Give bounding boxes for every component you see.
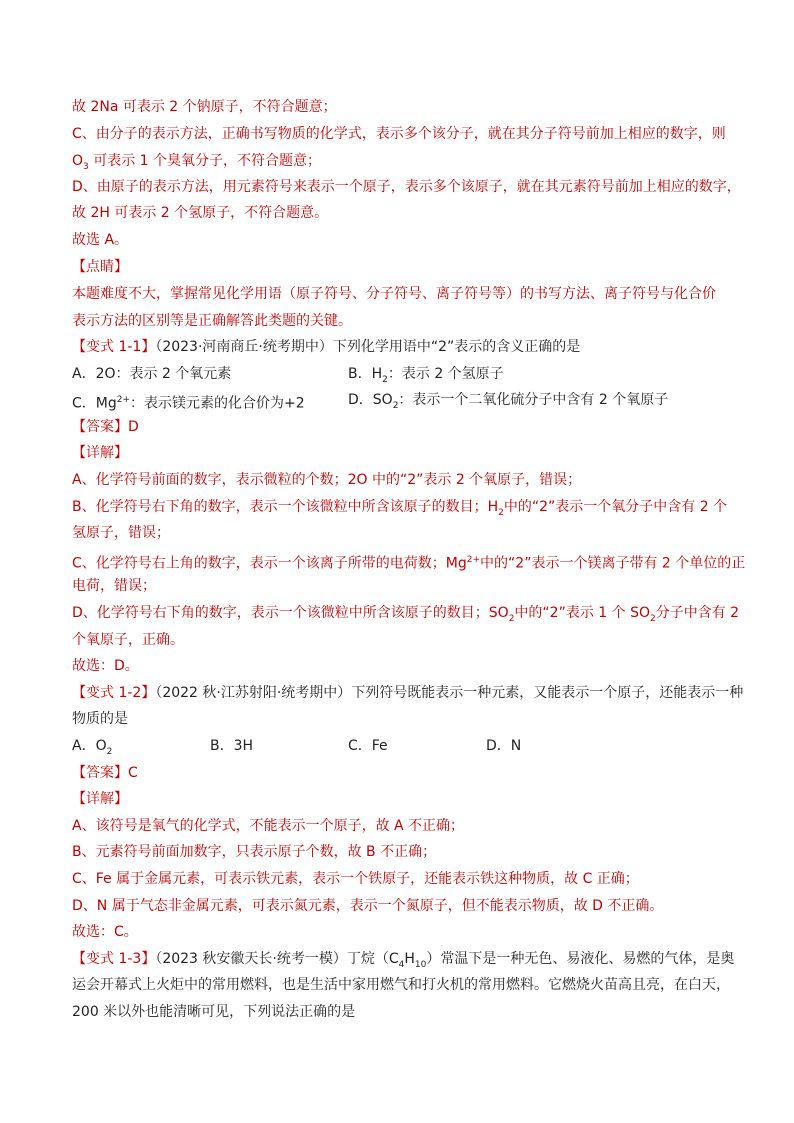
option-a: A．$O_2$: [72, 738, 113, 757]
text-line: 物质的是: [72, 711, 128, 727]
question-header-1-1: 【变式 1-1】（2023·河南商丘·统考期中）下列化学用语中“2”表示的含义正确的是: [72, 339, 581, 355]
answer-line: 【答案】D: [72, 419, 139, 435]
text-line: 个氧原子，正确。: [72, 632, 184, 648]
question-header-1-3: 【变式 1-3】（2023 秋安徽天长·统考一模）丁烷$(C_4H_{10})$常温下是一种无色、易液化、易燃的气体，是奥: [72, 951, 735, 970]
text-line: A、该符号是氧气的化学式，不能表示一个原子，故 A 不正确；: [72, 818, 465, 834]
text-line: 故 2H 可表示 2 个氢原子，不符合题意。: [72, 205, 329, 221]
answer-line: 【答案】C: [72, 765, 138, 781]
text-line: B、元素符号前面加数字，只表示原子个数，故 B 不正确；: [72, 844, 437, 860]
text-line: 运会开幕式上火炬中的常用燃料，也是生活中家用燃气和打火机的常用燃料。它燃烧火苗高且亮，在白天，: [72, 977, 730, 993]
section-label-dianjing: 【点睛】: [72, 259, 128, 275]
text-line: C、化学符号右上角的数字，表示一个该离子所带的电荷数；$Mg^{2+}$中的“2”表示一个镁离子带有 2 个单位的正: [72, 555, 746, 572]
text-line: 氢原子，错误；: [72, 525, 170, 541]
option-c: C．$Mg^{2+}$：表示镁元素的化合价为+2: [72, 395, 305, 412]
section-label-detail: 【详解】: [72, 791, 128, 807]
option-b: B．3H: [210, 738, 254, 754]
text-line: 本题难度不大，掌握常见化学用语（原子符号、分子符号、离子符号等）的书写方法、离子符号与化合价: [72, 286, 716, 302]
text-line: C、Fe 属于金属元素，可表示铁元素，表示一个铁原子，还能表示铁这种物质，故 C 正确；: [72, 871, 639, 887]
text-line: 故 2Na 可表示 2 个钠原子，不符合题意；: [72, 99, 337, 115]
option-a: A．2O：表示 2 个氧元素: [72, 366, 232, 382]
conclusion-line: 故选：D。: [72, 658, 139, 674]
option-c: C．Fe: [348, 738, 388, 754]
text-line: $O_3$ 可表示 1 个臭氧分子，不符合题意；: [72, 153, 322, 172]
text-line: D、N 属于气态非金属元素，可表示氮元素，表示一个氮原子，但不能表示物质，故 D 不正确。: [72, 898, 664, 914]
option-b: B．$H_2$：表示 2 个氢原子: [348, 366, 504, 385]
text-line: A、化学符号前面的数字，表示微粒的个数；2O 中的“2”表示 2 个氧原子，错误；: [72, 472, 582, 488]
conclusion-line: 故选：C。: [72, 924, 138, 940]
text-line: D、化学符号右下角的数字，表示一个该微粒中所含该原子的数目；$SO_2$中的“2”表示 1 个 $SO_2$分子中含有 2: [72, 605, 740, 624]
text-line: 电荷，错误；: [72, 578, 156, 594]
text-line: 表示方法的区别等是正确解答此类题的关键。: [72, 313, 352, 329]
question-header-1-2: 【变式 1-2】（2022 秋·江苏射阳·统考期中）下列符号既能表示一种元素，又能表示一个原子，还能表示一种: [72, 685, 744, 701]
option-d: D．N: [486, 738, 522, 754]
text-line: 200 米以外也能清晰可见，下列说法正确的是: [72, 1004, 356, 1020]
option-d: D．$SO_2$：表示一个二氧化硫分子中含有 2 个氧原子: [348, 392, 669, 411]
text-line: 故选 A。: [72, 232, 129, 248]
section-label-detail: 【详解】: [72, 445, 128, 461]
text-line: D、由原子的表示方法，用元素符号来表示一个原子，表示多个该原子，就在其元素符号前加上相应的数字，: [72, 179, 741, 195]
text-line: B、化学符号右下角的数字，表示一个该微粒中所含该原子的数目；$H_2$中的“2”表示一个氧分子中含有 2 个: [72, 499, 728, 518]
text-line: C、由分子的表示方法，正确书写物质的化学式，表示多个该分子，就在其分子符号前加上相应的数字，则: [72, 126, 726, 142]
